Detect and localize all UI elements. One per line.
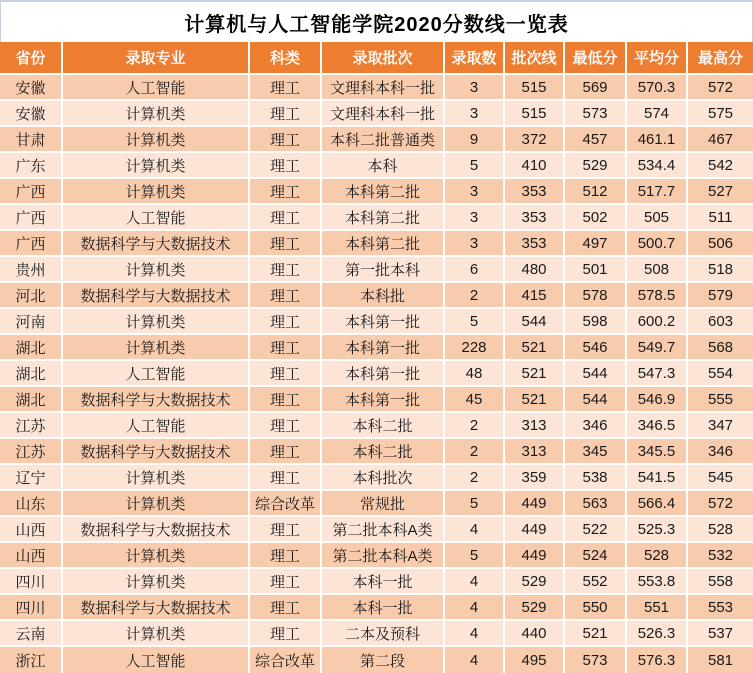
table-cell: 本科二批 (322, 439, 445, 465)
table-cell: 497 (565, 231, 627, 257)
table-cell: 552 (565, 569, 627, 595)
column-header: 平均分 (627, 42, 688, 75)
table-cell: 人工智能 (63, 75, 250, 101)
table-cell: 理工 (250, 413, 322, 439)
table-cell: 461.1 (627, 127, 688, 153)
table-cell: 511 (688, 205, 753, 231)
column-header: 录取批次 (322, 42, 445, 75)
table-cell: 415 (505, 283, 565, 309)
table-cell: 计算机类 (63, 543, 250, 569)
table-cell: 文理科本科一批 (322, 101, 445, 127)
table-cell: 572 (688, 491, 753, 517)
table-cell: 449 (505, 517, 565, 543)
table-row (0, 647, 753, 673)
table-cell: 554 (688, 361, 753, 387)
table-cell: 理工 (250, 361, 322, 387)
table-cell: 5 (445, 153, 505, 179)
table-row (0, 361, 753, 387)
table-cell: 本科第二批 (322, 231, 445, 257)
table-cell: 515 (505, 101, 565, 127)
table-cell: 理工 (250, 101, 322, 127)
table-cell: 山西 (0, 517, 63, 543)
table-cell: 数据科学与大数据技术 (63, 595, 250, 621)
table-row (0, 75, 753, 101)
table-row (0, 257, 753, 283)
table-cell: 574 (627, 101, 688, 127)
table-cell: 550 (565, 595, 627, 621)
table-cell: 569 (565, 75, 627, 101)
table-cell: 353 (505, 179, 565, 205)
table-row (0, 231, 753, 257)
table-cell: 湖北 (0, 387, 63, 413)
table-cell: 521 (505, 361, 565, 387)
table-cell: 理工 (250, 621, 322, 647)
table-cell: 3 (445, 101, 505, 127)
table-cell: 603 (688, 309, 753, 335)
table-cell: 570.3 (627, 75, 688, 101)
table-cell: 4 (445, 517, 505, 543)
table-cell: 计算机类 (63, 569, 250, 595)
table-cell: 理工 (250, 75, 322, 101)
table-cell: 563 (565, 491, 627, 517)
table-cell: 515 (505, 75, 565, 101)
table-cell: 云南 (0, 621, 63, 647)
table-cell: 500.7 (627, 231, 688, 257)
table-cell: 345.5 (627, 439, 688, 465)
table-cell: 本科第一批 (322, 335, 445, 361)
table-cell: 5 (445, 309, 505, 335)
table-cell: 本科 (322, 153, 445, 179)
table-cell: 517.7 (627, 179, 688, 205)
table-cell: 440 (505, 621, 565, 647)
table-row (0, 127, 753, 153)
table-cell: 347 (688, 413, 753, 439)
table-cell: 551 (627, 595, 688, 621)
table-cell: 计算机类 (63, 621, 250, 647)
table-cell: 522 (565, 517, 627, 543)
table-cell: 537 (688, 621, 753, 647)
table-cell: 508 (627, 257, 688, 283)
table-cell: 辽宁 (0, 465, 63, 491)
table-cell: 浙江 (0, 647, 63, 673)
table-cell: 2 (445, 439, 505, 465)
table-cell: 501 (565, 257, 627, 283)
table-cell: 578 (565, 283, 627, 309)
table-cell: 568 (688, 335, 753, 361)
table-cell: 346.5 (627, 413, 688, 439)
table-cell: 综合改革 (250, 647, 322, 673)
table-cell: 547.3 (627, 361, 688, 387)
table-row (0, 621, 753, 647)
table-cell: 二本及预科 (322, 621, 445, 647)
table-cell: 410 (505, 153, 565, 179)
column-header: 科类 (250, 42, 322, 75)
table-cell: 541.5 (627, 465, 688, 491)
column-header: 最高分 (688, 42, 753, 75)
table-cell: 449 (505, 491, 565, 517)
table-cell: 353 (505, 205, 565, 231)
table-cell: 本科第二批 (322, 179, 445, 205)
table-cell: 常规批 (322, 491, 445, 517)
table-cell: 理工 (250, 517, 322, 543)
table-cell: 5 (445, 543, 505, 569)
table-cell: 第二批本科A类 (322, 543, 445, 569)
table-cell: 计算机类 (63, 335, 250, 361)
table-cell: 2 (445, 413, 505, 439)
column-header: 最低分 (565, 42, 627, 75)
table-cell: 544 (565, 387, 627, 413)
table-cell: 518 (688, 257, 753, 283)
table-cell: 理工 (250, 387, 322, 413)
table-cell: 数据科学与大数据技术 (63, 439, 250, 465)
table-cell: 计算机类 (63, 257, 250, 283)
table-cell: 345 (565, 439, 627, 465)
table-cell: 359 (505, 465, 565, 491)
table-cell: 346 (688, 439, 753, 465)
table-cell: 计算机类 (63, 465, 250, 491)
table-cell: 457 (565, 127, 627, 153)
table-cell: 理工 (250, 569, 322, 595)
table-row (0, 309, 753, 335)
table-cell: 本科批次 (322, 465, 445, 491)
table-cell: 河南 (0, 309, 63, 335)
table-row (0, 205, 753, 231)
table-cell: 524 (565, 543, 627, 569)
table-row (0, 439, 753, 465)
table-cell: 512 (565, 179, 627, 205)
table-cell: 553 (688, 595, 753, 621)
table-cell: 502 (565, 205, 627, 231)
table-cell: 572 (688, 75, 753, 101)
table-cell: 566.4 (627, 491, 688, 517)
table-cell: 372 (505, 127, 565, 153)
table-cell: 本科第一批 (322, 387, 445, 413)
table-cell: 313 (505, 413, 565, 439)
table-cell: 山西 (0, 543, 63, 569)
table-cell: 48 (445, 361, 505, 387)
table-cell: 578.5 (627, 283, 688, 309)
table-cell: 四川 (0, 595, 63, 621)
column-header: 录取数 (445, 42, 505, 75)
table-cell: 546 (565, 335, 627, 361)
table-cell: 广西 (0, 231, 63, 257)
table-cell: 本科批 (322, 283, 445, 309)
table-cell: 数据科学与大数据技术 (63, 231, 250, 257)
table-cell: 549.7 (627, 335, 688, 361)
table-row (0, 179, 753, 205)
table-cell: 计算机类 (63, 309, 250, 335)
table-cell: 546.9 (627, 387, 688, 413)
table-cell: 45 (445, 387, 505, 413)
table-cell: 3 (445, 75, 505, 101)
table-row (0, 543, 753, 569)
table-cell: 579 (688, 283, 753, 309)
table-cell: 228 (445, 335, 505, 361)
table-cell: 数据科学与大数据技术 (63, 517, 250, 543)
table-row (0, 153, 753, 179)
table-cell: 5 (445, 491, 505, 517)
table-cell: 广西 (0, 205, 63, 231)
table-cell: 本科一批 (322, 569, 445, 595)
table-cell: 4 (445, 595, 505, 621)
table-cell: 4 (445, 569, 505, 595)
table-row (0, 465, 753, 491)
table-cell: 2 (445, 283, 505, 309)
table-cell: 506 (688, 231, 753, 257)
table-cell: 598 (565, 309, 627, 335)
table-cell: 467 (688, 127, 753, 153)
table-cell: 本科第一批 (322, 309, 445, 335)
table-cell: 本科二批普通类 (322, 127, 445, 153)
table-cell: 346 (565, 413, 627, 439)
table-cell: 第二批本科A类 (322, 517, 445, 543)
table-cell: 521 (505, 387, 565, 413)
table-cell: 528 (688, 517, 753, 543)
table-cell: 四川 (0, 569, 63, 595)
table-cell: 理工 (250, 309, 322, 335)
table-cell: 2 (445, 465, 505, 491)
table-cell: 353 (505, 231, 565, 257)
table-cell: 计算机类 (63, 127, 250, 153)
table-cell: 529 (505, 569, 565, 595)
table-cell: 3 (445, 205, 505, 231)
table-cell: 576.3 (627, 647, 688, 673)
table-cell: 数据科学与大数据技术 (63, 387, 250, 413)
table-row (0, 491, 753, 517)
table-cell: 理工 (250, 595, 322, 621)
table-cell: 553.8 (627, 569, 688, 595)
table-cell: 480 (505, 257, 565, 283)
table-cell: 理工 (250, 465, 322, 491)
table-cell: 525.3 (627, 517, 688, 543)
table-cell: 9 (445, 127, 505, 153)
table-cell: 湖北 (0, 335, 63, 361)
table-cell: 第二段 (322, 647, 445, 673)
table-cell: 安徽 (0, 75, 63, 101)
table-cell: 本科一批 (322, 595, 445, 621)
table-cell: 544 (565, 361, 627, 387)
table-cell: 521 (505, 335, 565, 361)
table-cell: 人工智能 (63, 647, 250, 673)
table-cell: 526.3 (627, 621, 688, 647)
table-cell: 538 (565, 465, 627, 491)
table-cell: 529 (565, 153, 627, 179)
table-cell: 安徽 (0, 101, 63, 127)
table-row (0, 387, 753, 413)
table-cell: 573 (565, 101, 627, 127)
page-title: 计算机与人工智能学院2020分数线一览表 (0, 0, 753, 42)
table-cell: 573 (565, 647, 627, 673)
table-row (0, 283, 753, 309)
table-cell: 542 (688, 153, 753, 179)
table-row (0, 595, 753, 621)
table-cell: 数据科学与大数据技术 (63, 283, 250, 309)
table-cell: 534.4 (627, 153, 688, 179)
header-row (0, 42, 753, 75)
table-cell: 3 (445, 179, 505, 205)
table-cell: 理工 (250, 205, 322, 231)
table-cell: 本科第一批 (322, 361, 445, 387)
table-cell: 3 (445, 231, 505, 257)
table-cell: 理工 (250, 439, 322, 465)
table-cell: 545 (688, 465, 753, 491)
table-cell: 湖北 (0, 361, 63, 387)
table-cell: 495 (505, 647, 565, 673)
table-cell: 理工 (250, 283, 322, 309)
table-row (0, 517, 753, 543)
table-cell: 江苏 (0, 439, 63, 465)
table-cell: 4 (445, 647, 505, 673)
table-cell: 558 (688, 569, 753, 595)
table-cell: 江苏 (0, 413, 63, 439)
table-cell: 计算机类 (63, 153, 250, 179)
table-cell: 文理科本科一批 (322, 75, 445, 101)
table-cell: 人工智能 (63, 361, 250, 387)
table-cell: 理工 (250, 179, 322, 205)
table-row (0, 101, 753, 127)
table-cell: 广东 (0, 153, 63, 179)
table-body (0, 75, 753, 673)
table-cell: 6 (445, 257, 505, 283)
table-cell: 理工 (250, 127, 322, 153)
table-cell: 山东 (0, 491, 63, 517)
table-cell: 521 (565, 621, 627, 647)
table-cell: 575 (688, 101, 753, 127)
table-cell: 理工 (250, 335, 322, 361)
table-row (0, 413, 753, 439)
table-cell: 理工 (250, 257, 322, 283)
table-cell: 贵州 (0, 257, 63, 283)
table-cell: 河北 (0, 283, 63, 309)
table-row (0, 335, 753, 361)
table-cell: 计算机类 (63, 101, 250, 127)
table-cell: 理工 (250, 543, 322, 569)
table-cell: 人工智能 (63, 413, 250, 439)
table-cell: 544 (505, 309, 565, 335)
table-cell: 本科二批 (322, 413, 445, 439)
table-cell: 449 (505, 543, 565, 569)
table-cell: 529 (505, 595, 565, 621)
column-header: 录取专业 (63, 42, 250, 75)
table-cell: 本科第二批 (322, 205, 445, 231)
column-header: 省份 (0, 42, 63, 75)
table-cell: 528 (627, 543, 688, 569)
table-cell: 532 (688, 543, 753, 569)
column-header: 批次线 (505, 42, 565, 75)
table-cell: 527 (688, 179, 753, 205)
table-cell: 计算机类 (63, 179, 250, 205)
table-cell: 505 (627, 205, 688, 231)
table-cell: 581 (688, 647, 753, 673)
table-cell: 广西 (0, 179, 63, 205)
table-cell: 第一批本科 (322, 257, 445, 283)
table-cell: 555 (688, 387, 753, 413)
table-cell: 计算机类 (63, 491, 250, 517)
table-cell: 313 (505, 439, 565, 465)
table-cell: 人工智能 (63, 205, 250, 231)
table-row (0, 569, 753, 595)
table-cell: 甘肃 (0, 127, 63, 153)
table-cell: 4 (445, 621, 505, 647)
table-cell: 综合改革 (250, 491, 322, 517)
table-cell: 600.2 (627, 309, 688, 335)
admission-scores-table (0, 42, 753, 673)
table-cell: 理工 (250, 231, 322, 257)
table-cell: 理工 (250, 153, 322, 179)
